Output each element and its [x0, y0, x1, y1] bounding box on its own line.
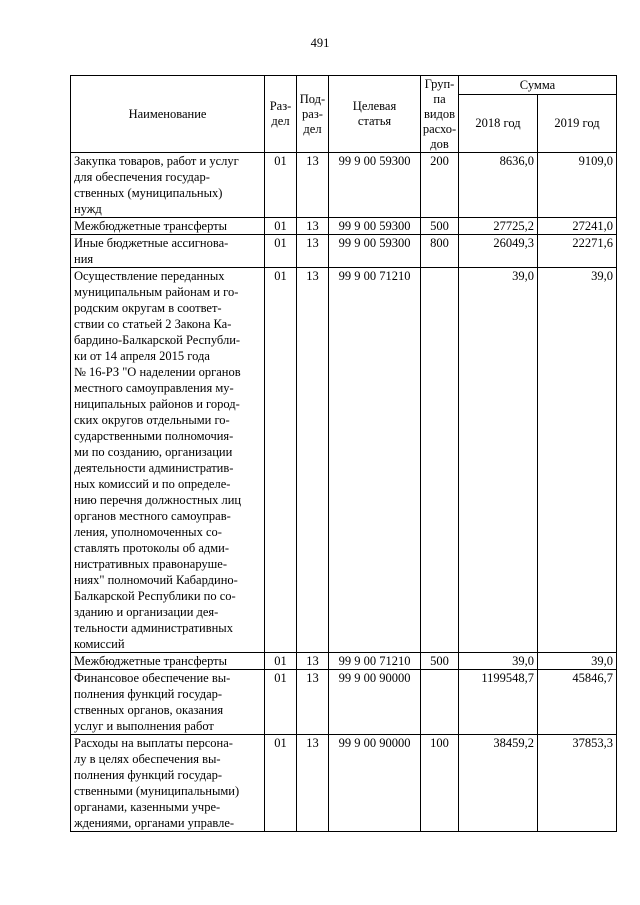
- row-sum-2019: 39,0: [538, 653, 617, 670]
- row-podrazdel: 13: [297, 268, 329, 653]
- row-name: Расходы на выплаты персона- лу в целях обеспечения вы- полнения функций государ- ственными (муниципальными) органами, казенными учре- ждениями, органами управле-: [71, 735, 265, 832]
- row-name: Финансовое обеспечение вы- полнения функций государ- ственных органов, оказания услуг и выполнения работ: [71, 670, 265, 735]
- header-name: Наименование: [71, 76, 265, 153]
- row-sum-2019: 27241,0: [538, 218, 617, 235]
- table-row: [71, 670, 617, 735]
- row-sum-2019: 22271,6: [538, 235, 617, 268]
- row-target: 99 9 00 59300: [329, 218, 421, 235]
- header-group: Груп- па видов расхо- дов: [421, 76, 459, 153]
- row-name: Закупка товаров, работ и услуг для обеспечения государ- ственных (муниципальных) нужд: [71, 153, 265, 218]
- table-row: [71, 218, 617, 235]
- row-razdel: 01: [265, 153, 297, 218]
- row-sum-2019: 9109,0: [538, 153, 617, 218]
- table-row: [71, 235, 617, 268]
- row-target: 99 9 00 71210: [329, 653, 421, 670]
- row-target: 99 9 00 59300: [329, 235, 421, 268]
- row-razdel: 01: [265, 218, 297, 235]
- header-podrazdel: Под- раз- дел: [297, 76, 329, 153]
- table-row: [71, 653, 617, 670]
- row-group: 800: [421, 235, 459, 268]
- header-razdel: Раз- дел: [265, 76, 297, 153]
- row-podrazdel: 13: [297, 653, 329, 670]
- row-target: 99 9 00 71210: [329, 268, 421, 653]
- row-sum-2018: 39,0: [459, 268, 538, 653]
- row-podrazdel: 13: [297, 153, 329, 218]
- row-razdel: 01: [265, 670, 297, 735]
- row-sum-2019: 37853,3: [538, 735, 617, 832]
- row-sum-2019: 39,0: [538, 268, 617, 653]
- row-sum-2018: 1199548,7: [459, 670, 538, 735]
- row-sum-2019: 45846,7: [538, 670, 617, 735]
- row-name: Межбюджетные трансферты: [71, 653, 265, 670]
- row-sum-2018: 27725,2: [459, 218, 538, 235]
- row-group: [421, 268, 459, 653]
- header-year-2018: 2018 год: [459, 95, 538, 153]
- header-target: Целевая статья: [329, 76, 421, 153]
- row-sum-2018: 8636,0: [459, 153, 538, 218]
- row-podrazdel: 13: [297, 670, 329, 735]
- row-group: 100: [421, 735, 459, 832]
- row-name: Межбюджетные трансферты: [71, 218, 265, 235]
- row-sum-2018: 26049,3: [459, 235, 538, 268]
- row-target: 99 9 00 59300: [329, 153, 421, 218]
- row-target: 99 9 00 90000: [329, 735, 421, 832]
- row-sum-2018: 38459,2: [459, 735, 538, 832]
- header-sum: Сумма: [459, 76, 617, 95]
- row-group: 500: [421, 218, 459, 235]
- table-row: [71, 268, 617, 653]
- table-row: [71, 153, 617, 218]
- budget-table: [70, 75, 617, 832]
- row-razdel: 01: [265, 653, 297, 670]
- row-name: Осуществление переданных муниципальным районам и го- родским округам в соответ- ствии со статьей 2 Закона Ка- бардино-Балкарской Республи- ки от 14 апреля 2015 года № 16-РЗ "О наделении органов местного самоуправления му- ниципальных районов и город- ских округов отдельными го- сударственными полномочия- ми по созданию, организации деятельности административ- ных комиссий и по определе- нию перечня должностных лиц органов местного самоуправ- ления, уполномоченных со- ставлять протоколы об адми- нистративных правонаруше- ниях" полномочий Кабардино- Балкарской Республики по со- зданию и организации дея- тельности административных комиссий: [71, 268, 265, 653]
- row-podrazdel: 13: [297, 735, 329, 832]
- row-name: Иные бюджетные ассигнова- ния: [71, 235, 265, 268]
- row-target: 99 9 00 90000: [329, 670, 421, 735]
- row-razdel: 01: [265, 268, 297, 653]
- row-razdel: 01: [265, 735, 297, 832]
- row-group: [421, 670, 459, 735]
- row-podrazdel: 13: [297, 235, 329, 268]
- row-podrazdel: 13: [297, 218, 329, 235]
- table-row: [71, 735, 617, 832]
- row-sum-2018: 39,0: [459, 653, 538, 670]
- header-year-2019: 2019 год: [538, 95, 617, 153]
- row-group: 500: [421, 653, 459, 670]
- row-group: 200: [421, 153, 459, 218]
- page-number: 491: [310, 36, 330, 50]
- row-razdel: 01: [265, 235, 297, 268]
